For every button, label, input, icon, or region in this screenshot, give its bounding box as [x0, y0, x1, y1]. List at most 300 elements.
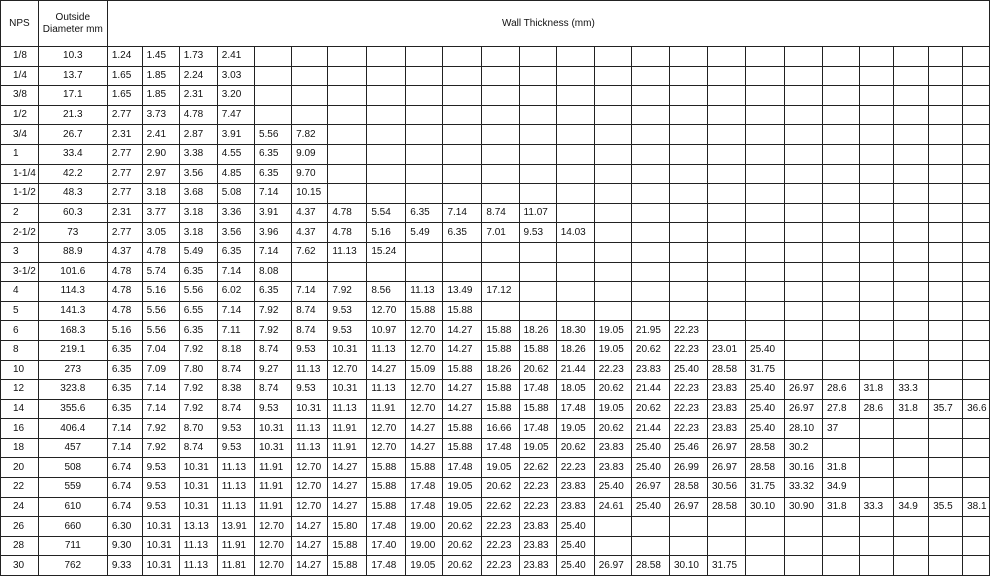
- wall-thickness-cell: [594, 203, 631, 223]
- wall-thickness-cell: 6.35: [107, 360, 142, 380]
- wall-thickness-cell: [254, 47, 291, 67]
- wall-thickness-cell: 28.58: [708, 497, 746, 517]
- wall-thickness-cell: 3.96: [254, 223, 291, 243]
- wall-thickness-cell: [482, 301, 519, 321]
- wall-thickness-cell: [367, 125, 406, 145]
- wall-thickness-cell: [859, 478, 894, 498]
- wall-thickness-cell: 23.83: [594, 438, 631, 458]
- wall-thickness-cell: 7.92: [254, 321, 291, 341]
- wall-thickness-cell: [894, 517, 929, 537]
- wall-thickness-cell: 9.53: [142, 478, 179, 498]
- wall-thickness-cell: 11.91: [217, 536, 254, 556]
- outside-diameter-cell: 323.8: [38, 380, 107, 400]
- wall-thickness-cell: 11.13: [217, 458, 254, 478]
- wall-thickness-cell: 5.56: [179, 282, 217, 302]
- wall-thickness-cell: 3.03: [217, 66, 254, 86]
- wall-thickness-cell: [406, 86, 443, 106]
- wall-thickness-cell: 2.97: [142, 164, 179, 184]
- wall-thickness-cell: [556, 203, 594, 223]
- wall-thickness-cell: [859, 66, 894, 86]
- wall-thickness-cell: 2.41: [217, 47, 254, 67]
- wall-thickness-cell: 22.23: [669, 340, 707, 360]
- wall-thickness-cell: 17.12: [482, 282, 519, 302]
- nps-cell: 3-1/2: [1, 262, 39, 282]
- wall-thickness-cell: [594, 262, 631, 282]
- nps-cell: 26: [1, 517, 39, 537]
- wall-thickness-cell: 7.92: [179, 380, 217, 400]
- wall-thickness-cell: 7.14: [217, 301, 254, 321]
- wall-thickness-cell: 17.48: [556, 399, 594, 419]
- wall-thickness-cell: 16.66: [482, 419, 519, 439]
- wall-thickness-cell: 15.88: [328, 536, 367, 556]
- nps-cell: 8: [1, 340, 39, 360]
- wall-thickness-cell: 10.31: [292, 399, 328, 419]
- wall-thickness-cell: 9.53: [142, 458, 179, 478]
- outside-diameter-cell: 48.3: [38, 184, 107, 204]
- wall-thickness-cell: 2.77: [107, 184, 142, 204]
- nps-cell: 5: [1, 301, 39, 321]
- wall-thickness-cell: [963, 321, 990, 341]
- wall-thickness-cell: [963, 478, 990, 498]
- wall-thickness-cell: [708, 184, 746, 204]
- wall-thickness-cell: 34.9: [894, 497, 929, 517]
- wall-thickness-cell: [963, 380, 990, 400]
- wall-thickness-cell: 14.27: [406, 419, 443, 439]
- wall-thickness-cell: 19.05: [594, 340, 631, 360]
- wall-thickness-cell: 18.26: [482, 360, 519, 380]
- wall-thickness-cell: [859, 203, 894, 223]
- wall-thickness-cell: 7.11: [217, 321, 254, 341]
- nps-cell: 3/4: [1, 125, 39, 145]
- wall-thickness-cell: [746, 105, 785, 125]
- wall-thickness-cell: [785, 242, 823, 262]
- wall-thickness-cell: 13.13: [179, 517, 217, 537]
- table-row: [1, 360, 990, 380]
- wall-thickness-cell: 14.27: [292, 517, 328, 537]
- wall-thickness-cell: [746, 536, 785, 556]
- wall-thickness-cell: 22.23: [669, 419, 707, 439]
- wall-thickness-cell: [823, 223, 860, 243]
- nps-cell: 12: [1, 380, 39, 400]
- wall-thickness-cell: 2.77: [107, 223, 142, 243]
- wall-thickness-cell: [746, 203, 785, 223]
- wall-thickness-cell: [859, 262, 894, 282]
- outside-diameter-cell: 508: [38, 458, 107, 478]
- wall-thickness-cell: 17.48: [367, 556, 406, 576]
- wall-thickness-cell: 12.70: [254, 536, 291, 556]
- wall-thickness-cell: [963, 262, 990, 282]
- wall-thickness-cell: [556, 242, 594, 262]
- outside-diameter-cell: 457: [38, 438, 107, 458]
- wall-thickness-cell: [328, 262, 367, 282]
- wall-thickness-cell: 3.91: [254, 203, 291, 223]
- wall-thickness-cell: [519, 242, 556, 262]
- wall-thickness-cell: [631, 164, 669, 184]
- wall-thickness-cell: 1.24: [107, 47, 142, 67]
- outside-diameter-cell: 168.3: [38, 321, 107, 341]
- wall-thickness-cell: [894, 262, 929, 282]
- outside-diameter-header-line1: Outside: [55, 11, 91, 23]
- wall-thickness-cell: [367, 144, 406, 164]
- table-row: [1, 242, 990, 262]
- nps-cell: 1: [1, 144, 39, 164]
- wall-thickness-cell: [823, 262, 860, 282]
- wall-thickness-cell: [556, 125, 594, 145]
- wall-thickness-cell: 12.70: [406, 399, 443, 419]
- wall-thickness-cell: 22.23: [482, 556, 519, 576]
- wall-thickness-cell: [929, 556, 963, 576]
- wall-thickness-cell: [746, 556, 785, 576]
- wall-thickness-cell: 5.54: [367, 203, 406, 223]
- wall-thickness-cell: [631, 184, 669, 204]
- outside-diameter-cell: 60.3: [38, 203, 107, 223]
- wall-thickness-cell: 15.88: [519, 399, 556, 419]
- wall-thickness-cell: [482, 184, 519, 204]
- wall-thickness-cell: [929, 517, 963, 537]
- wall-thickness-cell: 10.31: [254, 419, 291, 439]
- outside-diameter-cell: 10.3: [38, 47, 107, 67]
- wall-thickness-cell: [823, 66, 860, 86]
- wall-thickness-cell: [708, 144, 746, 164]
- wall-thickness-cell: [963, 223, 990, 243]
- wall-thickness-cell: [482, 66, 519, 86]
- wall-thickness-cell: [482, 242, 519, 262]
- wall-thickness-cell: [443, 164, 482, 184]
- wall-thickness-cell: [894, 184, 929, 204]
- wall-thickness-cell: [859, 282, 894, 302]
- wall-thickness-cell: 11.13: [217, 478, 254, 498]
- table-row: [1, 497, 990, 517]
- wall-thickness-cell: 23.83: [556, 478, 594, 498]
- wall-thickness-cell: [894, 478, 929, 498]
- wall-thickness-cell: [929, 536, 963, 556]
- wall-thickness-cell: 25.40: [631, 438, 669, 458]
- wall-thickness-cell: [631, 223, 669, 243]
- wall-thickness-cell: [519, 301, 556, 321]
- wall-thickness-cell: 14.27: [328, 497, 367, 517]
- wall-thickness-cell: [594, 536, 631, 556]
- wall-thickness-cell: 19.05: [594, 321, 631, 341]
- wall-thickness-cell: 22.23: [556, 458, 594, 478]
- wall-thickness-cell: 11.13: [328, 399, 367, 419]
- wall-thickness-cell: [519, 66, 556, 86]
- wall-thickness-cell: 13.49: [443, 282, 482, 302]
- wall-thickness-cell: [406, 164, 443, 184]
- wall-thickness-cell: [556, 282, 594, 302]
- wall-thickness-cell: 1.73: [179, 47, 217, 67]
- wall-thickness-cell: [292, 105, 328, 125]
- wall-thickness-cell: 10.31: [179, 478, 217, 498]
- wall-thickness-cell: 17.48: [367, 517, 406, 537]
- nps-cell: 28: [1, 536, 39, 556]
- wall-thickness-cell: [669, 47, 707, 67]
- wall-thickness-cell: 4.78: [328, 223, 367, 243]
- wall-thickness-cell: [859, 242, 894, 262]
- wall-thickness-cell: [631, 517, 669, 537]
- wall-thickness-cell: [482, 86, 519, 106]
- wall-thickness-cell: 2.24: [179, 66, 217, 86]
- wall-thickness-cell: [785, 321, 823, 341]
- wall-thickness-cell: [823, 242, 860, 262]
- nps-cell: 1/4: [1, 66, 39, 86]
- wall-thickness-cell: [894, 144, 929, 164]
- wall-thickness-cell: 23.83: [708, 399, 746, 419]
- wall-thickness-cell: 23.83: [631, 360, 669, 380]
- wall-thickness-cell: 10.15: [292, 184, 328, 204]
- wall-thickness-cell: [708, 203, 746, 223]
- outside-diameter-cell: 711: [38, 536, 107, 556]
- wall-thickness-cell: 22.62: [482, 497, 519, 517]
- wall-thickness-cell: [631, 144, 669, 164]
- wall-thickness-cell: [631, 86, 669, 106]
- wall-thickness-cell: 28.6: [859, 399, 894, 419]
- wall-thickness-cell: [823, 321, 860, 341]
- wall-thickness-cell: 35.7: [929, 399, 963, 419]
- wall-thickness-cell: 19.00: [406, 517, 443, 537]
- wall-thickness-cell: [785, 144, 823, 164]
- wall-thickness-cell: 25.40: [669, 360, 707, 380]
- wall-thickness-cell: [859, 86, 894, 106]
- wall-thickness-cell: [669, 203, 707, 223]
- wall-thickness-cell: 7.14: [217, 262, 254, 282]
- wall-thickness-cell: [406, 47, 443, 67]
- wall-thickness-cell: 20.62: [443, 556, 482, 576]
- wall-thickness-cell: 28.58: [746, 458, 785, 478]
- wall-thickness-cell: 5.16: [142, 282, 179, 302]
- wall-thickness-cell: 31.8: [823, 458, 860, 478]
- wall-thickness-cell: 10.31: [142, 536, 179, 556]
- wall-thickness-cell: [443, 242, 482, 262]
- wall-thickness-cell: 5.16: [107, 321, 142, 341]
- wall-thickness-cell: 30.2: [785, 438, 823, 458]
- wall-thickness-cell: [894, 321, 929, 341]
- wall-thickness-cell: [746, 517, 785, 537]
- wall-thickness-cell: 7.92: [179, 399, 217, 419]
- outside-diameter-header-line2: Diameter mm: [42, 23, 103, 35]
- wall-thickness-cell: 12.70: [367, 301, 406, 321]
- nps-cell: 24: [1, 497, 39, 517]
- wall-thickness-cell: [708, 262, 746, 282]
- wall-thickness-cell: [823, 203, 860, 223]
- wall-thickness-cell: [482, 144, 519, 164]
- wall-thickness-cell: [708, 301, 746, 321]
- wall-thickness-cell: 12.70: [406, 380, 443, 400]
- wall-thickness-cell: [746, 125, 785, 145]
- wall-thickness-cell: [631, 47, 669, 67]
- wall-thickness-cell: [929, 47, 963, 67]
- wall-thickness-cell: [929, 242, 963, 262]
- wall-thickness-cell: 31.8: [823, 497, 860, 517]
- wall-thickness-cell: 15.88: [367, 478, 406, 498]
- wall-thickness-cell: [669, 144, 707, 164]
- wall-thickness-cell: [746, 321, 785, 341]
- wall-thickness-cell: [328, 105, 367, 125]
- wall-thickness-cell: 8.74: [217, 399, 254, 419]
- wall-thickness-cell: [859, 536, 894, 556]
- wall-thickness-cell: [594, 517, 631, 537]
- table-row: [1, 184, 990, 204]
- wall-thickness-cell: [406, 242, 443, 262]
- wall-thickness-cell: 4.78: [179, 105, 217, 125]
- wall-thickness-cell: [929, 478, 963, 498]
- wall-thickness-cell: 1.65: [107, 86, 142, 106]
- wall-thickness-cell: 6.35: [406, 203, 443, 223]
- wall-thickness-cell: 15.09: [406, 360, 443, 380]
- wall-thickness-cell: 15.88: [519, 340, 556, 360]
- wall-thickness-cell: [823, 144, 860, 164]
- wall-thickness-cell: [785, 86, 823, 106]
- wall-thickness-cell: [785, 360, 823, 380]
- wall-thickness-cell: 7.14: [142, 399, 179, 419]
- wall-thickness-cell: 6.35: [179, 321, 217, 341]
- wall-thickness-cell: [556, 144, 594, 164]
- wall-thickness-cell: 20.62: [556, 438, 594, 458]
- wall-thickness-cell: [367, 164, 406, 184]
- wall-thickness-cell: [859, 301, 894, 321]
- wall-thickness-cell: 8.74: [254, 380, 291, 400]
- table-body: [1, 47, 990, 576]
- outside-diameter-cell: 101.6: [38, 262, 107, 282]
- outside-diameter-cell: 559: [38, 478, 107, 498]
- wall-thickness-cell: [859, 438, 894, 458]
- wall-thickness-cell: [894, 223, 929, 243]
- wall-thickness-cell: [367, 47, 406, 67]
- table-row: [1, 223, 990, 243]
- wall-thickness-cell: 15.24: [367, 242, 406, 262]
- table-row: [1, 478, 990, 498]
- wall-thickness-cell: 11.91: [367, 399, 406, 419]
- wall-thickness-cell: [482, 47, 519, 67]
- wall-thickness-cell: [929, 438, 963, 458]
- table-row: [1, 125, 990, 145]
- wall-thickness-cell: [929, 301, 963, 321]
- wall-thickness-cell: [482, 262, 519, 282]
- nps-cell: 1-1/2: [1, 184, 39, 204]
- wall-thickness-cell: 20.62: [443, 517, 482, 537]
- wall-thickness-cell: [746, 262, 785, 282]
- header-row: [1, 1, 990, 47]
- wall-thickness-cell: [328, 164, 367, 184]
- wall-thickness-cell: 2.87: [179, 125, 217, 145]
- wall-thickness-cell: 7.62: [292, 242, 328, 262]
- wall-thickness-cell: 28.58: [669, 478, 707, 498]
- outside-diameter-cell: 273: [38, 360, 107, 380]
- wall-thickness-cell: 14.27: [443, 340, 482, 360]
- wall-thickness-cell: 15.88: [443, 438, 482, 458]
- wall-thickness-cell: [708, 125, 746, 145]
- wall-thickness-cell: 9.33: [107, 556, 142, 576]
- wall-thickness-cell: 11.13: [292, 438, 328, 458]
- wall-thickness-cell: 34.9: [823, 478, 860, 498]
- wall-thickness-cell: 10.31: [254, 438, 291, 458]
- wall-thickness-cell: [746, 164, 785, 184]
- wall-thickness-cell: [519, 125, 556, 145]
- wall-thickness-cell: [823, 125, 860, 145]
- wall-thickness-cell: 20.62: [519, 360, 556, 380]
- wall-thickness-cell: [894, 125, 929, 145]
- wall-thickness-cell: 6.30: [107, 517, 142, 537]
- wall-thickness-cell: 30.10: [746, 497, 785, 517]
- wall-thickness-cell: 5.56: [142, 321, 179, 341]
- outside-diameter-cell: 141.3: [38, 301, 107, 321]
- wall-thickness-cell: [859, 223, 894, 243]
- wall-thickness-cell: 6.35: [254, 144, 291, 164]
- wall-thickness-cell: 11.13: [292, 419, 328, 439]
- wall-thickness-cell: [859, 47, 894, 67]
- wall-thickness-cell: [328, 184, 367, 204]
- wall-thickness-cell: 25.40: [556, 556, 594, 576]
- wall-thickness-cell: 28.58: [746, 438, 785, 458]
- wall-thickness-cell: 25.40: [746, 419, 785, 439]
- wall-thickness-cell: [708, 86, 746, 106]
- table-row: [1, 144, 990, 164]
- wall-thickness-cell: [669, 536, 707, 556]
- wall-thickness-cell: 26.97: [708, 458, 746, 478]
- wall-thickness-cell: 8.74: [292, 321, 328, 341]
- wall-thickness-cell: [669, 184, 707, 204]
- wall-thickness-cell: 18.30: [556, 321, 594, 341]
- wall-thickness-cell: 11.13: [367, 380, 406, 400]
- wall-thickness-cell: 14.03: [556, 223, 594, 243]
- wall-thickness-cell: 19.05: [482, 458, 519, 478]
- wall-thickness-cell: [929, 458, 963, 478]
- wall-thickness-cell: [292, 262, 328, 282]
- wall-thickness-cell: [963, 282, 990, 302]
- outside-diameter-cell: 73: [38, 223, 107, 243]
- wall-thickness-cell: [823, 86, 860, 106]
- wall-thickness-cell: 3.56: [179, 164, 217, 184]
- wall-thickness-cell: 5.16: [367, 223, 406, 243]
- wall-thickness-cell: [785, 517, 823, 537]
- outside-diameter-cell: 33.4: [38, 144, 107, 164]
- wall-thickness-cell: 11.91: [328, 438, 367, 458]
- wall-thickness-cell: [929, 282, 963, 302]
- wall-thickness-cell: 7.92: [142, 419, 179, 439]
- wall-thickness-cell: [785, 282, 823, 302]
- wall-thickness-cell: 26.97: [785, 380, 823, 400]
- wall-thickness-cell: 6.55: [179, 301, 217, 321]
- wall-thickness-cell: 17.40: [367, 536, 406, 556]
- wall-thickness-cell: [963, 164, 990, 184]
- wall-thickness-cell: 23.83: [708, 380, 746, 400]
- wall-thickness-cell: 25.40: [746, 399, 785, 419]
- wall-thickness-cell: 12.70: [406, 340, 443, 360]
- wall-thickness-cell: 11.91: [328, 419, 367, 439]
- wall-thickness-cell: 11.13: [217, 497, 254, 517]
- wall-thickness-cell: 31.8: [894, 399, 929, 419]
- outside-diameter-cell: 660: [38, 517, 107, 537]
- wall-thickness-cell: 2.31: [107, 203, 142, 223]
- wall-thickness-cell: 23.83: [708, 419, 746, 439]
- wall-thickness-cell: [785, 203, 823, 223]
- wall-thickness-cell: 11.13: [179, 556, 217, 576]
- table-row: [1, 203, 990, 223]
- wall-thickness-cell: 19.05: [594, 399, 631, 419]
- wall-thickness-cell: 19.05: [556, 419, 594, 439]
- nps-cell: 1/8: [1, 47, 39, 67]
- wall-thickness-cell: 21.44: [631, 419, 669, 439]
- wall-thickness-cell: [823, 282, 860, 302]
- wall-thickness-cell: 2.31: [179, 86, 217, 106]
- wall-thickness-cell: 23.01: [708, 340, 746, 360]
- wall-thickness-cell: [785, 184, 823, 204]
- wall-thickness-cell: 8.74: [179, 438, 217, 458]
- wall-thickness-cell: 20.62: [482, 478, 519, 498]
- wall-thickness-cell: [708, 66, 746, 86]
- wall-thickness-cell: 23.83: [556, 497, 594, 517]
- wall-thickness-cell: [894, 419, 929, 439]
- wall-thickness-cell: 2.77: [107, 105, 142, 125]
